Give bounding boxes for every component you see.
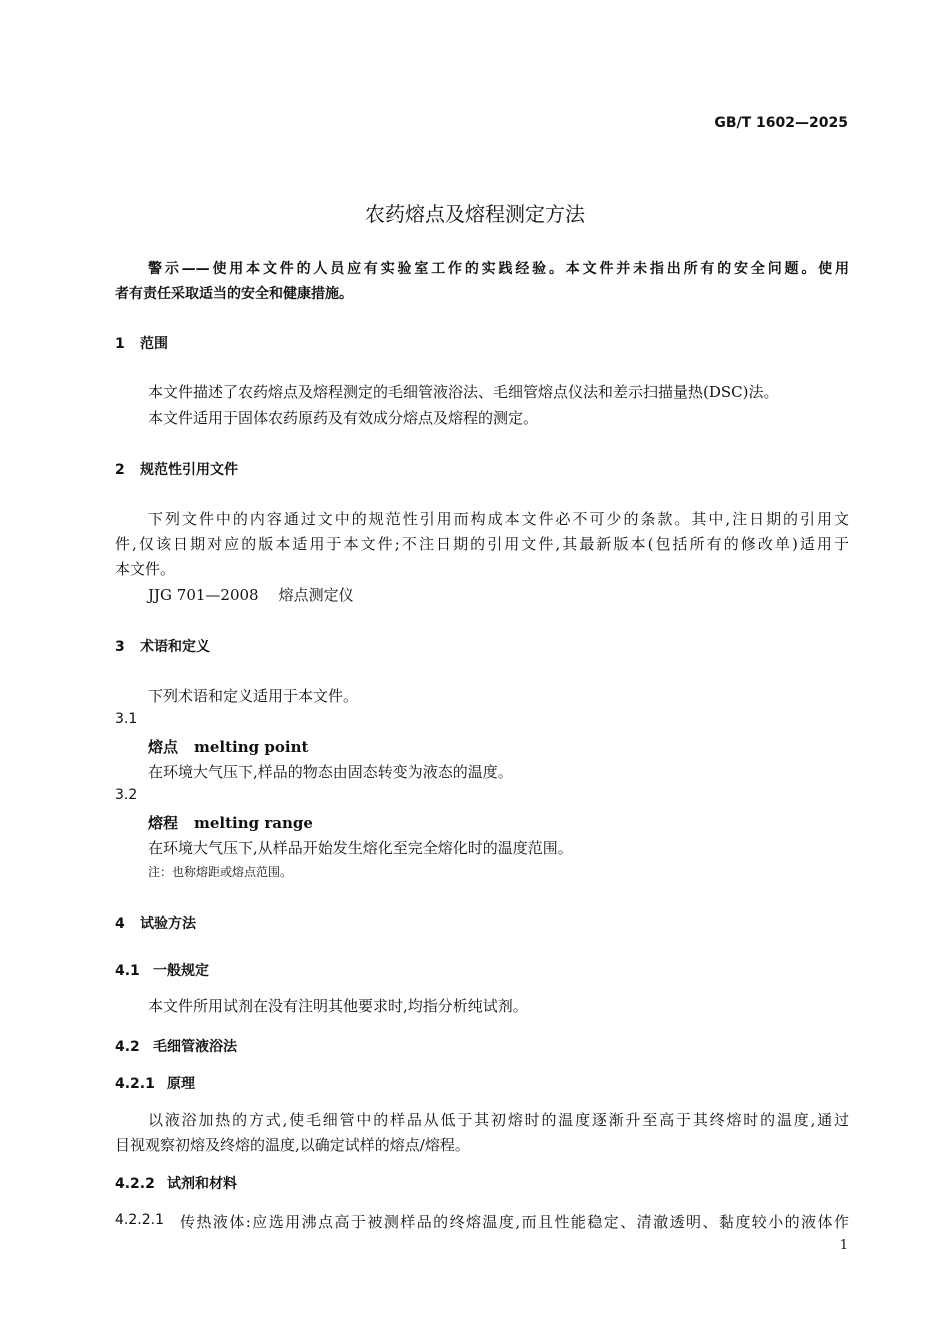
section-number: 1 [115,336,125,352]
subsection-4-2-2-heading [115,1173,237,1193]
term-3-2-number: 3.2 [115,787,138,803]
subsection-4-2-1-heading [115,1073,195,1093]
section-title: 一般规定 [153,963,209,979]
subsection-4-2-1-line-2: 目视观察初熔及终熔的温度,以确定试样的熔点/熔程。 [115,1136,470,1154]
section-number: 4.2.2 [115,1176,155,1192]
warning-line-1: 警示——使用本文件的人员应有实验室工作的实践经验。本文件并未指出所有的安全问题。使用 [148,261,849,277]
section-title: 原理 [167,1076,195,1092]
section-number: 4.2.1 [115,1076,155,1092]
term-3-2-definition: 在环境大气压下,从样品开始发生熔化至完全熔化时的温度范围。 [148,839,573,857]
term-3-1-definition: 在环境大气压下,样品的物态由固态转变为液态的温度。 [148,763,513,781]
section-title: 规范性引用文件 [140,462,238,478]
term-zh: 熔程 [148,814,179,832]
section-2-line-2: 件,仅该日期对应的版本适用于本文件;不注日期的引用文件,其最新版本(包括所有的修改单)适用于 [115,535,849,553]
normative-reference [148,584,354,605]
term-3-1-name [148,736,308,757]
terms-intro: 下列术语和定义适用于本文件。 [148,687,359,705]
section-2-line-3: 本文件。 [115,560,176,578]
page-number: 1 [839,1238,848,1253]
section-2-line-1: 下列文件中的内容通过文中的规范性引用而构成本文件必不可少的条款。其中,注日期的引用文 [148,510,849,528]
term-zh: 熔点 [148,738,179,756]
reference-code: JJG 701—2008 [148,586,259,604]
section-title: 毛细管液浴法 [153,1039,237,1055]
subsection-4-2-1-line-1: 以液浴加热的方式,使毛细管中的样品从低于其初熔时的温度逐渐升至高于其终熔时的温度,通过 [148,1111,849,1129]
section-title: 术语和定义 [140,639,210,655]
term-3-1-number: 3.1 [115,711,138,727]
standard-number: GB/T 1602—2025 [714,115,848,131]
document-title: 农药熔点及熔程测定方法 [365,202,585,226]
warning-line-2: 者有责任采取适当的安全和健康措施。 [115,286,353,302]
subsection-4-1-heading [115,960,209,980]
section-number: 3 [115,639,125,655]
subsection-4-1-text: 本文件所用试剂在没有注明其他要求时,均指分析纯试剂。 [148,997,528,1015]
term-3-2-name [148,812,313,833]
section-1-para-1: 本文件描述了农药熔点及熔程测定的毛细管液浴法、毛细管熔点仪法和差示扫描量热(DSC)法。 [148,383,779,401]
section-3-heading [115,636,210,656]
section-title: 试验方法 [140,916,196,932]
section-number: 4.1 [115,963,140,979]
term-3-2-note: 注：也称熔距或熔点范围。 [148,865,293,879]
section-2-heading [115,459,238,479]
section-title: 试剂和材料 [167,1176,237,1192]
section-1-para-2: 本文件适用于固体农药原药及有效成分熔点及熔程的测定。 [148,409,539,427]
term-en: melting range [194,814,313,832]
section-number: 2 [115,462,125,478]
section-1-heading [115,333,168,353]
reference-title: 熔点测定仪 [278,586,354,604]
term-en: melting point [194,738,309,756]
section-number: 4 [115,916,125,932]
section-4-heading [115,913,196,933]
clause-number: 4.2.2.1 [115,1212,164,1228]
clause-text: 传热液体:应选用沸点高于被测样品的终熔温度,而且性能稳定、清澈透明、黏度较小的液体作 [180,1213,849,1231]
subsection-4-2-heading [115,1036,237,1056]
section-number: 4.2 [115,1039,140,1055]
section-title: 范围 [140,336,168,352]
